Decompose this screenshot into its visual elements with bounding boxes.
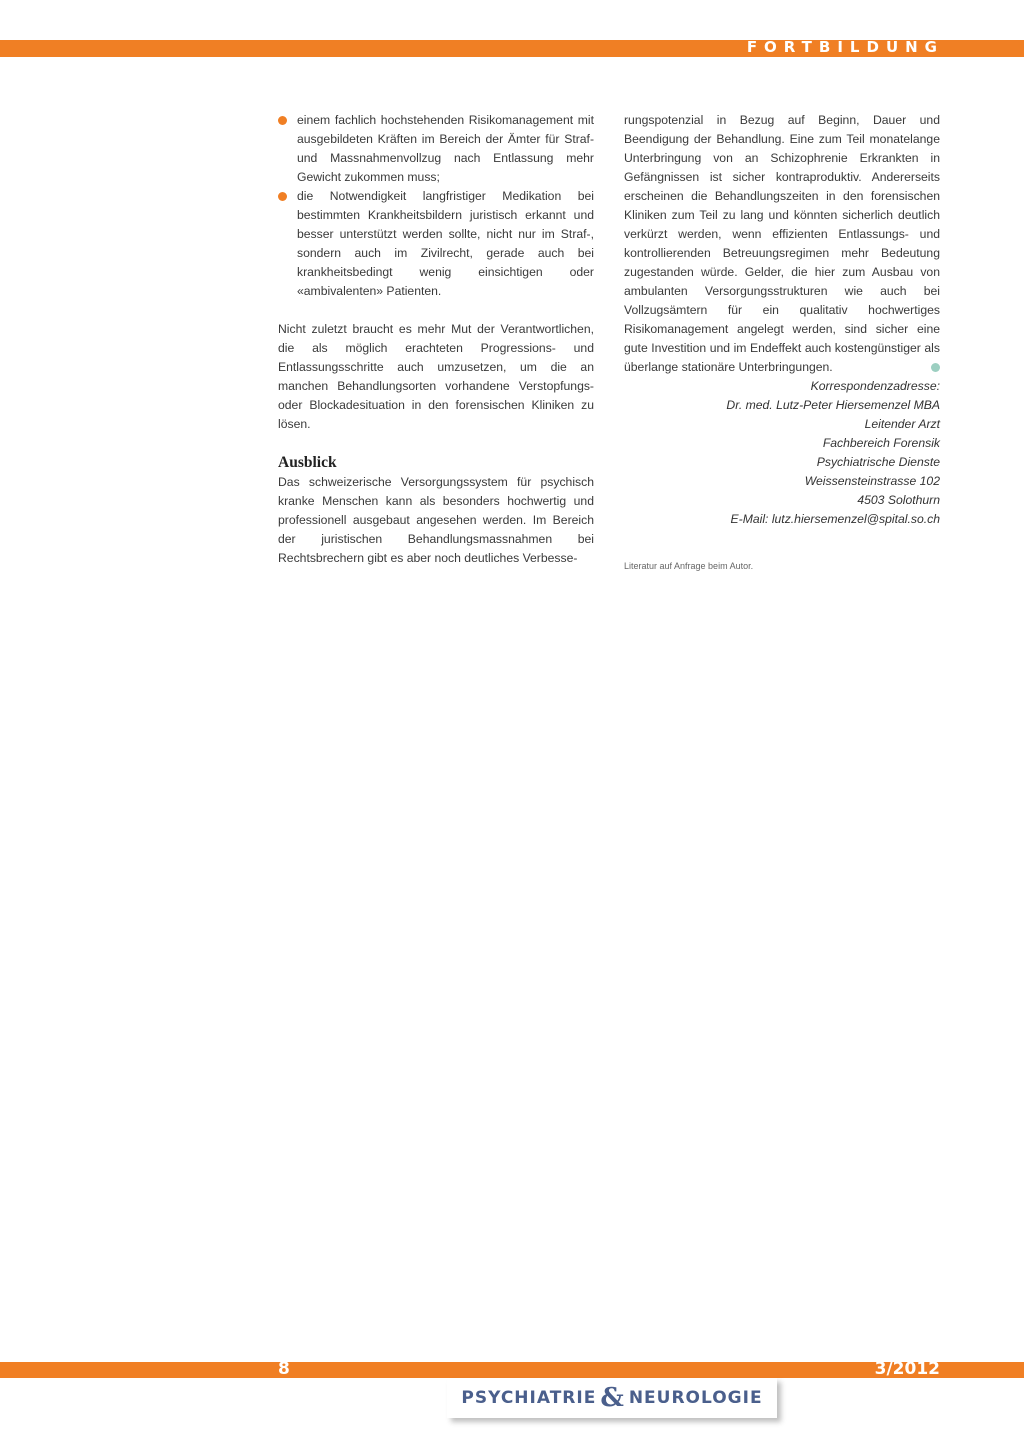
footer-band [0, 1362, 1024, 1378]
body-paragraph: Nicht zuletzt braucht es mehr Mut der Verantwortlichen, die als möglich erachteten Progressions- und Entlassungsschritte auch umzusetzen, um die an manchen Behandlungsorten vorhandene Verstopfungs- oder Blockadesituation in den forensischen Kliniken zu lösen. [278, 322, 594, 431]
correspondence-address [624, 377, 940, 529]
literature-note: Literatur auf Anfrage beim Autor. [624, 561, 754, 571]
logo-ampersand: & [600, 1383, 625, 1413]
author-institution: Psychiatrische Dienste [816, 455, 940, 469]
bullet-text: einem fachlich hochstehenden Risikomanagement mit ausgebildeten Kräften im Bereich der Ämter für Straf- und Massnahmenvollzug nach Entlassung mehr Gewicht zukommen muss; [297, 113, 594, 184]
logo-word-neurologie: NEUROLOGIE [628, 1388, 763, 1408]
bullet-text: die Notwendigkeit langfristiger Medikation bei bestimmten Krankheitsbildern juristisch erkannt und besser unterstützt werden sollte, nicht nur im Straf-, sondern auch im Zivilrecht, gerade auch bei krankheitsbedingt wenig einsichtigen oder «ambivalenten» Patienten. [297, 189, 594, 298]
issue-number: 3/2012 [874, 1359, 940, 1379]
outlook-paragraph: Das schweizerische Versorgungssystem für psychisch kranke Menschen kann als besonders hochwertig und professionell ausgebaut angesehen werden. Im Bereich der juristischen Behandlungsmassnahmen bei Rechtsbrechern gibt es aber noch deutliches Verbesse- [278, 475, 594, 565]
right-column [624, 111, 940, 576]
journal-logo [447, 1378, 777, 1418]
address-label: Korrespondenzadresse: [810, 379, 940, 393]
address-street: Weissensteinstrasse 102 [804, 474, 940, 488]
bullet-dot-icon [278, 192, 287, 201]
author-name: Dr. med. Lutz-Peter Hiersemenzel MBA [726, 398, 940, 412]
end-of-article-icon [931, 363, 940, 372]
author-role: Leitender Arzt [864, 417, 940, 431]
paragraph-text: rungspotenzial in Bezug auf Beginn, Dauer und Beendigung der Behandlung. Eine zum Teil monatelange Unterbringung von an Schizophrenie Erkrankten in Gefängnissen ist sicher kontraproduktiv. Andererseits erscheinen die Behandlungszeiten in den forensischen Kliniken zum Teil zu lang und könnten sicherlich deutlich verkürzt werden, wenn effizienten Entlassungs- und kontrollierenden Betreuungsregimen mehr Bedeutung zugestanden würde. Gelder, die hier zum Ausbau von ambulanten Versorgungsstrukturen wie auch bei Vollzugsämtern für ein qualitativ hochwertiges Risikomanagement angelegt werden, sind sicher eine gute Investition und im Endeffekt auch kostengünstiger als überlange stationäre Unterbringungen. [624, 113, 940, 374]
logo-word-psychiatrie: PSYCHIATRIE [461, 1388, 597, 1408]
section-label: FORTBILDUNG [746, 38, 944, 56]
list-item [278, 111, 594, 187]
bullet-dot-icon [278, 116, 287, 125]
left-column [278, 111, 594, 568]
logo-text [447, 1383, 777, 1413]
author-department: Fachbereich Forensik [822, 436, 940, 450]
list-item [278, 187, 594, 301]
author-email[interactable]: E-Mail: lutz.hiersemenzel@spital.so.ch [730, 512, 940, 526]
bullet-list [278, 111, 594, 301]
address-city: 4503 Solothurn [857, 493, 940, 507]
section-heading: Ausblick [278, 454, 337, 471]
page-number: 8 [278, 1359, 290, 1379]
body-paragraph [624, 111, 940, 377]
